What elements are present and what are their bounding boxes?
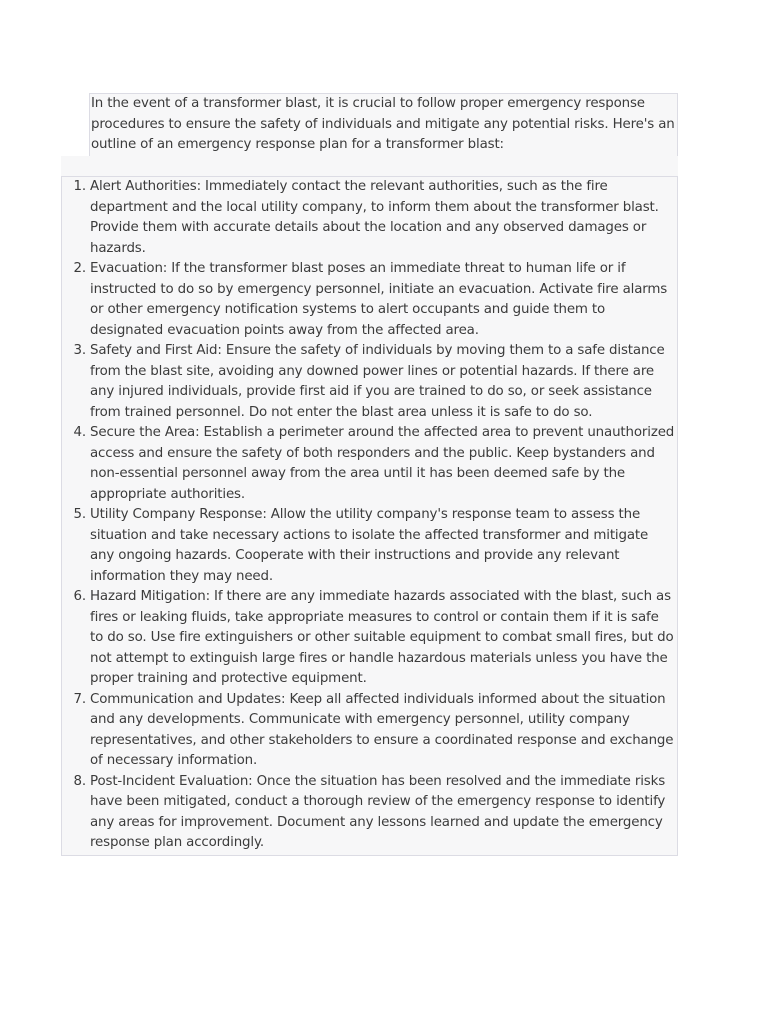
step-utility-company-response xyxy=(62,505,677,587)
step-text: Hazard Mitigation: If there are any immediate hazards associated with the blast, such as fires or leaking fluids, take appropriate measures to control or contain them if it is safe to do so. Use fire extinguishers or other suitable equipment to combat small fires, but do not attempt to extinguish large fires or handle hazardous materials unless you have the proper training and protective equipment. xyxy=(90,589,674,686)
step-number: 8. xyxy=(73,773,86,789)
step-alert-authorities xyxy=(62,177,677,259)
block-separator xyxy=(61,156,678,176)
step-text: Post-Incident Evaluation: Once the situation has been resolved and the immediate risks have been mitigated, conduct a thorough review of the emergency response to identify any areas for improvement. Document any lessons learned and update the emergency response plan accordingly. xyxy=(90,773,666,850)
step-text: Utility Company Response: Allow the utility company's response team to assess the situation and take necessary actions to isolate the affected transformer and mitigate any ongoing hazards. Cooperate with their instructions and provide any relevant information they may need. xyxy=(90,507,649,584)
step-text: Evacuation: If the transformer blast poses an immediate threat to human life or if instructed to do so by emergency personnel, initiate an evacuation. Activate fire alarms or other emergency notification systems to alert occupants and guide them to designated evacuation points away from the affected area. xyxy=(90,261,668,338)
step-evacuation xyxy=(62,259,677,341)
response-plan-steps xyxy=(62,177,677,854)
step-number: 5. xyxy=(73,507,86,522)
step-number: 4. xyxy=(73,425,86,440)
step-number: 3. xyxy=(73,343,86,358)
step-safety-first-aid xyxy=(62,341,677,423)
step-text: Communication and Updates: Keep all affected individuals informed about the situation and any developments. Communicate with emergency personnel, utility company representatives, and other stakeholders to ensure a coordinated response and exchange of necessary information. xyxy=(90,691,674,768)
step-post-incident-evaluation xyxy=(62,772,677,854)
step-text: Secure the Area: Establish a perimeter around the affected area to prevent unauthorized access and ensure the safety of both responders and the public. Keep bystanders and non-essential personnel away from the area until it has been deemed safe by the appropriate authorities. xyxy=(90,425,675,502)
response-plan-list-container xyxy=(61,176,678,856)
step-communication-updates xyxy=(62,690,677,772)
step-secure-area xyxy=(62,423,677,505)
step-number: 1. xyxy=(73,179,86,194)
intro-paragraph: In the event of a transformer blast, it is crucial to follow proper emergency response procedures to ensure the safety of individuals and mitigate any potential risks. Here's an outline of an emergency response plan for a transformer blast: xyxy=(89,93,678,156)
step-hazard-mitigation xyxy=(62,587,677,690)
step-text: Alert Authorities: Immediately contact the relevant authorities, such as the fire department and the local utility company, to inform them about the transformer blast. Provide them with accurate details about the location and any observed damages or hazards. xyxy=(90,179,659,256)
step-number: 6. xyxy=(73,589,86,604)
step-text: Safety and First Aid: Ensure the safety of individuals by moving them to a safe distance from the blast site, avoiding any downed power lines or potential hazards. If there are any injured individuals, provide first aid if you are trained to do so, or seek assistance from trained personnel. Do not enter the blast area unless it is safe to do so. xyxy=(90,343,665,420)
step-number: 7. xyxy=(73,691,86,707)
step-number: 2. xyxy=(73,261,86,276)
